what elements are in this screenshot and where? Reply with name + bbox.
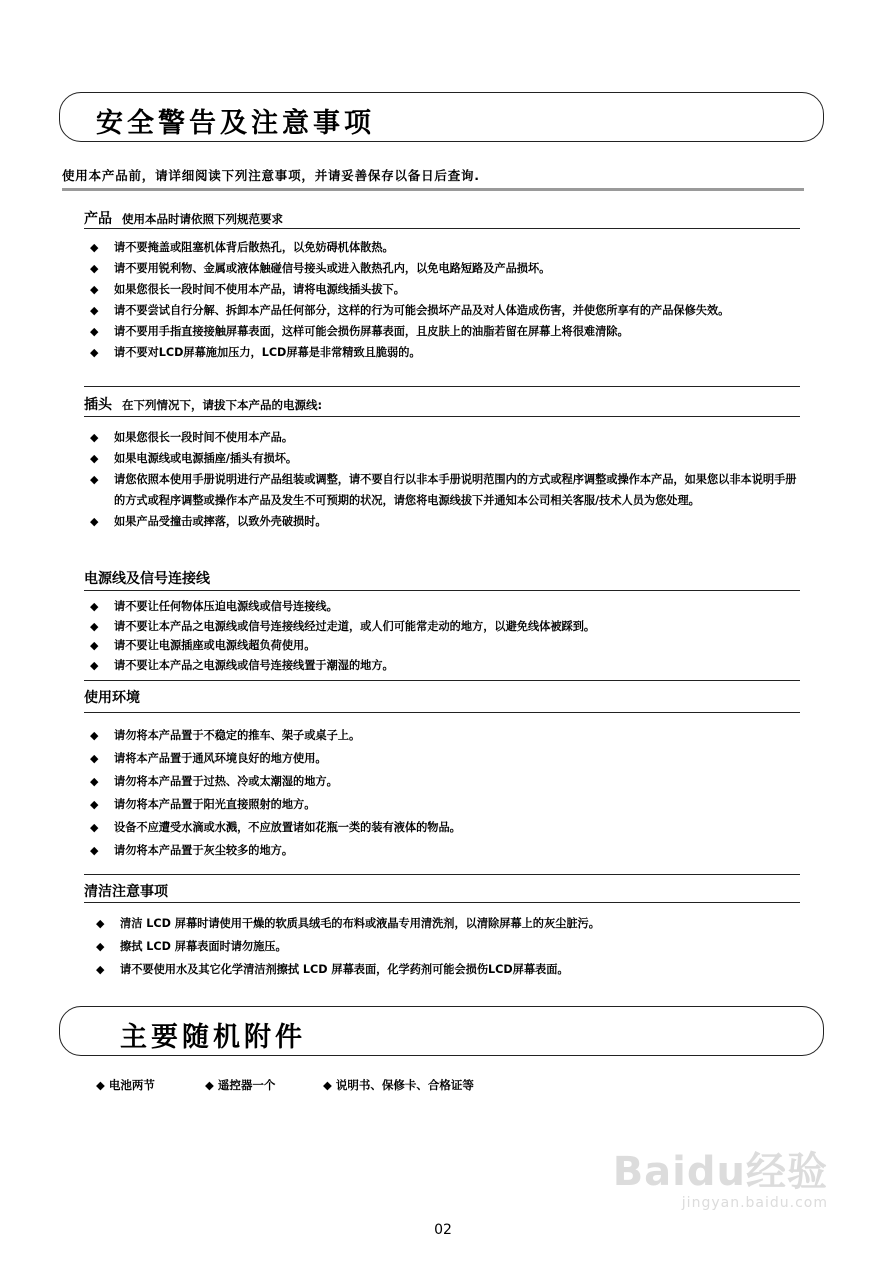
bullet-icon: ◆	[96, 940, 105, 953]
list-item: ◆ 如果您很长一段时间不使用本产品，请将电源线插头拔下。	[90, 279, 820, 300]
section-heading-product	[84, 208, 283, 228]
list-item: ◆ 请不要用手指直接接触屏幕表面，这样可能会损伤屏幕表面，且皮肤上的油脂若留在屏幕上将很难清除。	[90, 321, 820, 342]
section-title: 清洁注意事项	[84, 884, 168, 900]
list-item: ◆ 请将本产品置于通风环境良好的地方使用。	[90, 747, 820, 770]
bullet-icon: ◆	[96, 963, 105, 976]
bullet-icon: ◆	[90, 346, 99, 359]
cleaning-list	[96, 912, 826, 981]
list-item: ◆ 请不要使用水及其它化学清洁剂擦拭 LCD 屏幕表面，化学药剂可能会损伤LCD屏幕表面。	[96, 958, 826, 981]
section-title: 电源线及信号连接线	[84, 571, 210, 587]
list-item: ◆ 请不要让任何物体压迫电源线或信号连接线。	[90, 597, 820, 617]
bullet-icon: ◆	[90, 473, 99, 486]
watermark-url: jingyan.baidu.com	[681, 1195, 828, 1211]
section-heading-cable	[84, 568, 210, 588]
bullet-icon: ◆	[90, 600, 99, 613]
list-item: ◆ 请不要尝试自行分解、拆卸本产品任何部分，这样的行为可能会损坏产品及对人体造成伤害，并使您所享有的产品保修失效。	[90, 300, 804, 321]
divider	[62, 188, 804, 191]
list-item: ◆ 请勿将本产品置于阳光直接照射的地方。	[90, 793, 820, 816]
bullet-icon: ◆	[90, 304, 99, 317]
section-rule	[84, 712, 800, 713]
list-item: ◆ 请不要让本产品之电源线或信号连接线经过走道，或人们可能常走动的地方，以避免线体被踩到。	[90, 617, 820, 637]
section-rule	[84, 416, 800, 417]
section-subtitle: 使用本品时请依照下列规范要求	[122, 212, 283, 226]
list-item: ◆ 清洁 LCD 屏幕时请使用干燥的软质具绒毛的布料或液晶专用清洗剂，以清除屏幕上的灰尘脏污。	[96, 912, 826, 935]
section-rule	[84, 386, 800, 387]
bullet-icon: ◆	[90, 798, 99, 811]
page-title: 安全警告及注意事项	[96, 108, 375, 139]
bullet-icon: ◆	[90, 658, 99, 672]
section-title-box	[59, 92, 824, 142]
section-rule	[84, 680, 800, 681]
bullet-icon: ◆	[96, 917, 105, 930]
section-rule	[84, 228, 800, 229]
bullet-icon: ◆	[90, 729, 99, 742]
list-item: ◆ 请不要对LCD屏幕施加压力，LCD屏幕是非常精致且脆弱的。	[90, 342, 820, 363]
bullet-icon: ◆	[90, 775, 99, 788]
accessory-item: ◆ 说明书、保修卡、合格证等	[323, 1078, 474, 1092]
page-number: 02	[434, 1222, 452, 1238]
bullet-icon: ◆	[90, 515, 99, 528]
bullet-icon: ◆	[90, 325, 99, 338]
section-rule	[84, 902, 800, 903]
bullet-icon: ◆	[90, 619, 99, 633]
section-heading-plug	[84, 394, 322, 414]
accessory-item: ◆ 遥控器一个	[205, 1078, 276, 1092]
list-item: ◆ 设备不应遭受水滴或水溅，不应放置诸如花瓶一类的装有液体的物品。	[90, 816, 820, 839]
bullet-icon: ◆	[90, 844, 99, 857]
plug-list	[90, 427, 820, 532]
list-item: ◆ 请不要掩盖或阻塞机体背后散热孔，以免妨碍机体散热。	[90, 237, 820, 258]
bullet-icon: ◆	[90, 262, 99, 275]
bullet-icon: ◆	[90, 821, 99, 834]
list-item: ◆ 请勿将本产品置于灰尘较多的地方。	[90, 839, 820, 862]
section-title: 使用环境	[84, 690, 140, 706]
list-item: ◆ 请不要用锐利物、金属或液体触碰信号接头或进入散热孔内，以免电路短路及产品损坏。	[90, 258, 820, 279]
section-rule	[84, 874, 800, 875]
intro-text: 使用本产品前，请详细阅读下列注意事项，并请妥善保存以备日后查询.	[62, 168, 480, 183]
accessories-title-box	[59, 1006, 824, 1056]
list-item: ◆ 擦拭 LCD 屏幕表面时请勿施压。	[96, 935, 826, 958]
list-item: ◆ 请不要让电源插座或电源线超负荷使用。	[90, 636, 820, 656]
bullet-icon: ◆	[90, 639, 99, 652]
section-rule	[84, 590, 800, 591]
section-subtitle: 在下列情况下，请拔下本产品的电源线:	[122, 398, 323, 412]
list-item: ◆ 请勿将本产品置于过热、冷或太潮湿的地方。	[90, 770, 820, 793]
cable-list	[90, 597, 820, 675]
bullet-icon: ◆	[90, 283, 99, 296]
list-item: ◆ 如果电源线或电源插座/插头有损坏。	[90, 448, 820, 469]
bullet-icon: ◆	[90, 452, 99, 465]
accessory-item: ◆ 电池两节	[96, 1078, 155, 1092]
baidu-logo: Baidu经验	[612, 1149, 828, 1195]
section-heading-cleaning	[84, 881, 168, 901]
section-title: 插头	[84, 397, 112, 413]
section-heading-environment	[84, 687, 140, 707]
section-title: 产品	[84, 211, 112, 227]
watermark	[613, 1140, 828, 1211]
bullet-icon: ◆	[90, 241, 99, 254]
bullet-icon: ◆	[90, 431, 99, 444]
accessories-title: 主要随机附件	[120, 1022, 306, 1053]
product-list	[90, 237, 820, 363]
environment-list	[90, 724, 820, 862]
list-item: ◆ 请不要让本产品之电源线或信号连接线置于潮湿的地方。	[90, 656, 820, 676]
list-item: ◆ 如果您很长一段时间不使用本产品。	[90, 427, 820, 448]
list-item: ◆ 请您依照本使用手册说明进行产品组装或调整，请不要自行以非本手册说明范围内的方式或程序调整或操作本产品，如果您以非本说明手册的方式或程序调整或操作本产品及发生不可预期的状况，请您将电源线拔下并通知本公司相关客服/技术人员为您处理。	[90, 469, 804, 511]
list-item: ◆ 如果产品受撞击或摔落，以致外壳破损时。	[90, 511, 820, 532]
list-item: ◆ 请勿将本产品置于不稳定的推车、架子或桌子上。	[90, 724, 820, 747]
bullet-icon: ◆	[90, 752, 99, 765]
